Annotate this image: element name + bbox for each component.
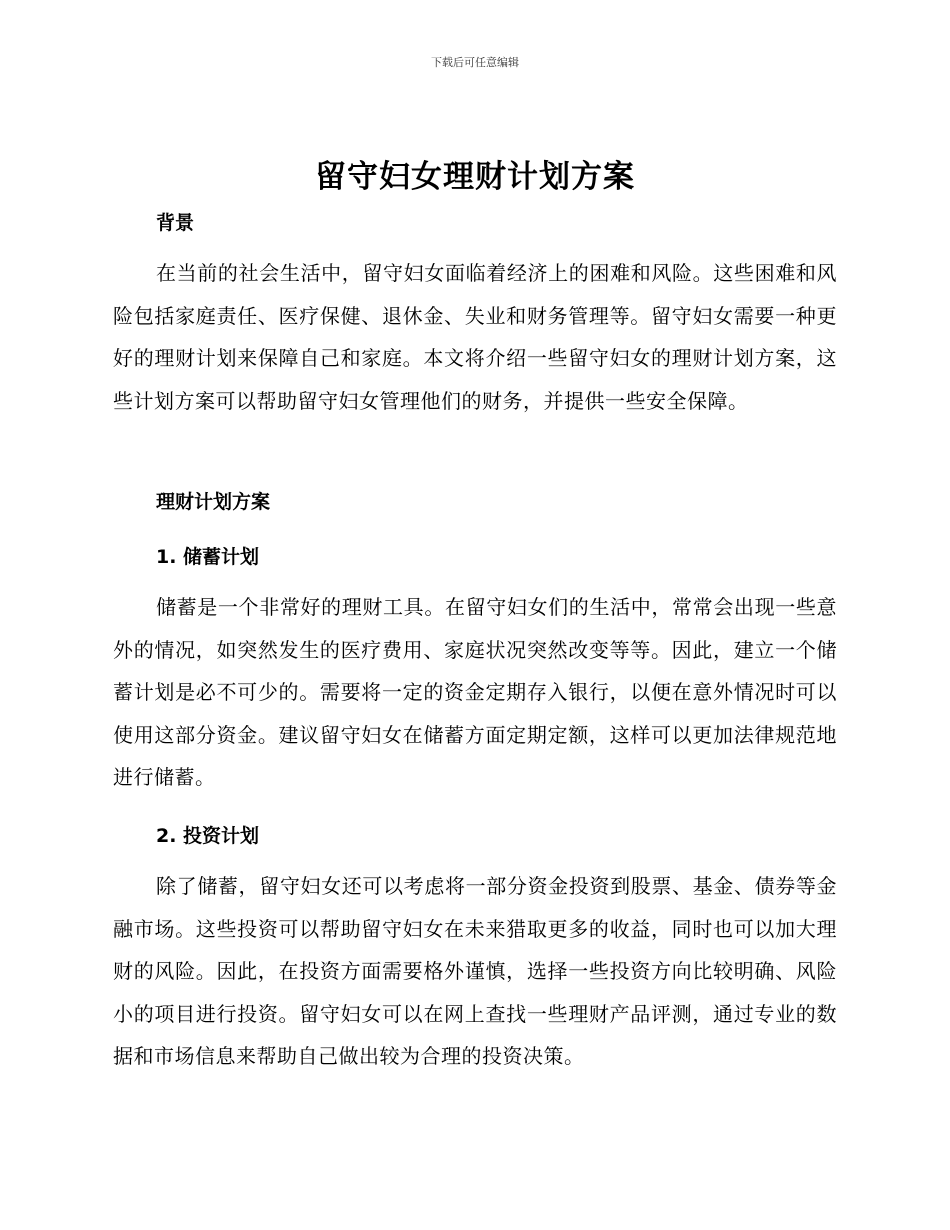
investment-paragraph: 除了储蓄，留守妇女还可以考虑将一部分资金投资到股票、基金、债券等金融市场。这些投资可以帮助留守妇女在未来猎取更多的收益，同时也可以加大理财的风险。因此，在投资方面需要格外谨慎，选择一些投资方向比较明确、风险小的项目进行投资。留守妇女可以在网上查找一些理财产品评测，通过专业的数据和市场信息来帮助自己做出较为合理的投资决策。 — [113, 874, 837, 1068]
savings-paragraph: 储蓄是一个非常好的理财工具。在留守妇女们的生活中，常常会出现一些意外的情况，如突然发生的医疗费用、家庭状况突然改变等等。因此，建立一个储蓄计划是必不可少的。需要将一定的资金定期存入银行，以便在意外情况时可以使用这部分资金。建议留守妇女在储蓄方面定期定额，这样可以更加法律规范地进行储蓄。 — [113, 595, 837, 789]
section-heading-investment: 2. 投资计划 — [156, 825, 260, 847]
section-heading-plan: 理财计划方案 — [156, 491, 271, 513]
background-paragraph: 在当前的社会生活中，留守妇女面临着经济上的困难和风险。这些困难和风险包括家庭责任、医疗保健、退休金、失业和财务管理等。留守妇女需要一种更好的理财计划来保障自己和家庭。本文将介绍一些留守妇女的理财计划方案，这些计划方案可以帮助留守妇女管理他们的财务，并提供一些安全保障。 — [113, 261, 837, 413]
page-header-note: 下载后可任意编辑 — [431, 56, 519, 69]
section-heading-savings: 1. 储蓄计划 — [156, 546, 260, 568]
section-heading-background: 背景 — [156, 212, 195, 234]
document-title: 留守妇女理财计划方案 — [315, 159, 635, 195]
